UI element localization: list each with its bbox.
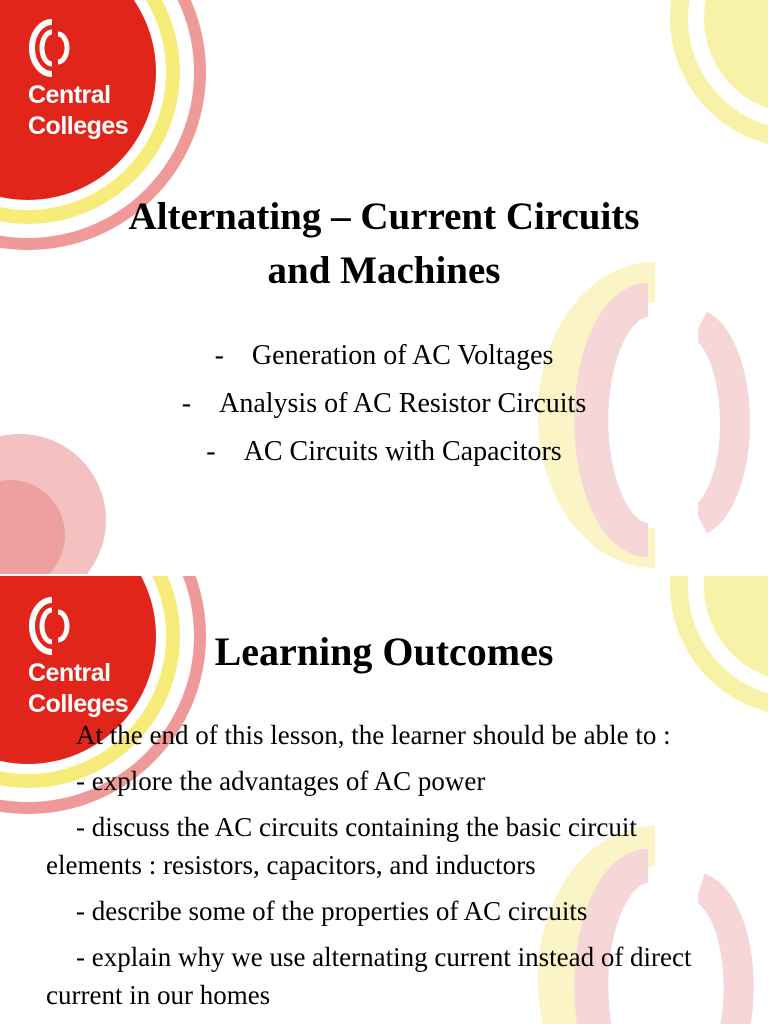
bullet-dash: - xyxy=(214,340,224,371)
outcome-item: - discuss the AC circuits containing the basic circuit elements : resistors, capacitors, and inductors xyxy=(46,812,637,880)
logo-line-central: Central xyxy=(28,659,111,687)
bullet-text: Generation of AC Voltages xyxy=(251,340,554,371)
intro-paragraph: At the end of this lesson, the learner should be able to : xyxy=(76,720,671,750)
bullet-item xyxy=(0,380,768,428)
bullet-item xyxy=(0,428,768,476)
slide-2-body xyxy=(46,716,736,1022)
slide-1-title xyxy=(40,190,728,298)
bullet-dash: - xyxy=(181,388,192,419)
slide-2 xyxy=(0,576,768,1024)
slide-2-title: Learning Outcomes xyxy=(214,629,554,674)
outcome-item: - explore the advantages of AC power xyxy=(76,766,486,796)
title-line-1: Alternating – Current Circuits xyxy=(128,195,640,238)
logo-line-colleges: Colleges xyxy=(28,112,129,140)
bullet-item xyxy=(0,332,768,380)
logo-text xyxy=(28,80,148,142)
outcome-item: - explain why we use alternating current instead of direct current in our homes xyxy=(46,942,692,1010)
bullet-text: Analysis of AC Resistor Circuits xyxy=(219,388,587,419)
title-line-2: and Machines xyxy=(267,249,501,292)
logo-line-central: Central xyxy=(28,81,111,109)
slide-1-bullet-list xyxy=(0,332,768,476)
bullet-dash: - xyxy=(206,436,216,467)
logo-line-colleges: Colleges xyxy=(28,690,129,718)
central-colleges-logo-icon xyxy=(28,18,76,78)
bullet-text: AC Circuits with Capacitors xyxy=(243,436,562,467)
outcome-item: - describe some of the properties of AC circuits xyxy=(76,896,588,926)
